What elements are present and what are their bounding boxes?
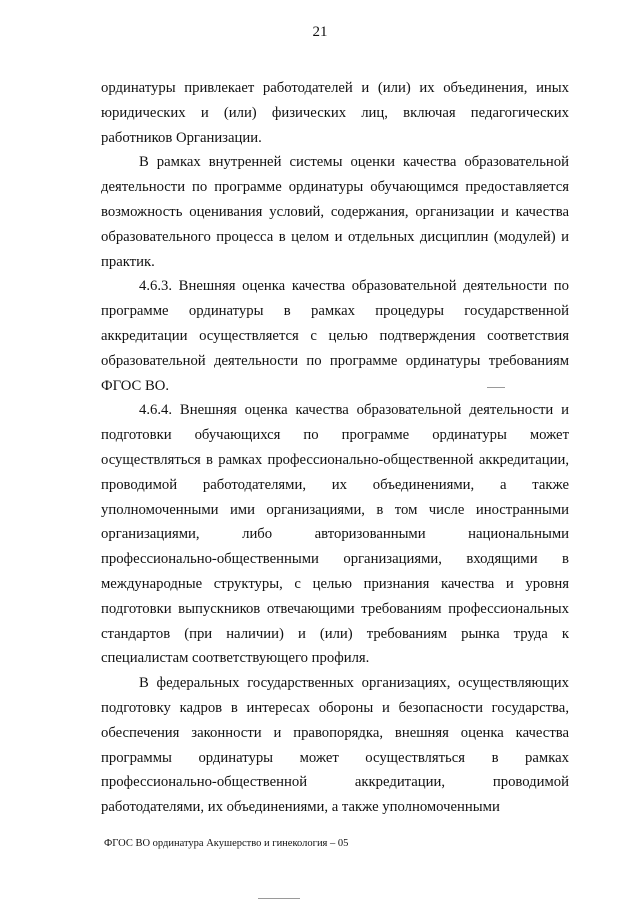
document-body (101, 76, 569, 820)
paragraph-continuation: ординатуры привлекает работодателей и (или) их объединения, иных юридических и (или) физических лиц, включая педагогических работников Организации. (101, 80, 569, 146)
page-number: 21 (312, 24, 328, 40)
scan-artifact (258, 898, 300, 899)
paragraph-internal-quality-system: В рамках внутренней системы оценки качества образовательной деятельности по программе ординатуры обучающимся предоставляется возможность оценивания условий, содержания, организации и качества образовательного процесса в целом и отдельных дисциплин (модулей) и практик. (101, 154, 569, 270)
scan-artifact (487, 387, 505, 388)
paragraph-federal-organizations: В федеральных государственных организациях, осуществляющих подготовку кадров в интересах обороны и безопасности государства, обеспечения законности и правопорядка, внешняя оценка качества программы ординатуры может осуществляться в рамках профессионально-общественной аккредитации, проводимой работодателями, их объединениями, а также уполномоченными (101, 675, 569, 816)
page-footer: ФГОС ВО ординатура Акушерство и гинекология – 05 (104, 838, 349, 849)
paragraph-4-6-4: 4.6.4. Внешняя оценка качества образовательной деятельности и подготовки обучающихся по программе ординатуры может осуществляться в рамках профессионально-общественной аккредитации, проводимой работодателями, их объединениями, а также уполномоченными ими организациями, в том числе иностранными организациями, либо авторизованными национальными профессионально-общественными организациями, входящими в международные структуры, с целью признания качества и уровня подготовки выпускников отвечающими требованиям профессиональных стандартов (при наличии) и (или) требованиям рынка труда к специалистам соответствующего профиля. (101, 402, 569, 667)
paragraph-4-6-3: 4.6.3. Внешняя оценка качества образовательной деятельности по программе ординатуры в рамках процедуры государственной аккредитации осуществляется с целью подтверждения соответствия образовательной деятельности по программе ординатуры требованиям ФГОС ВО. (101, 278, 569, 394)
